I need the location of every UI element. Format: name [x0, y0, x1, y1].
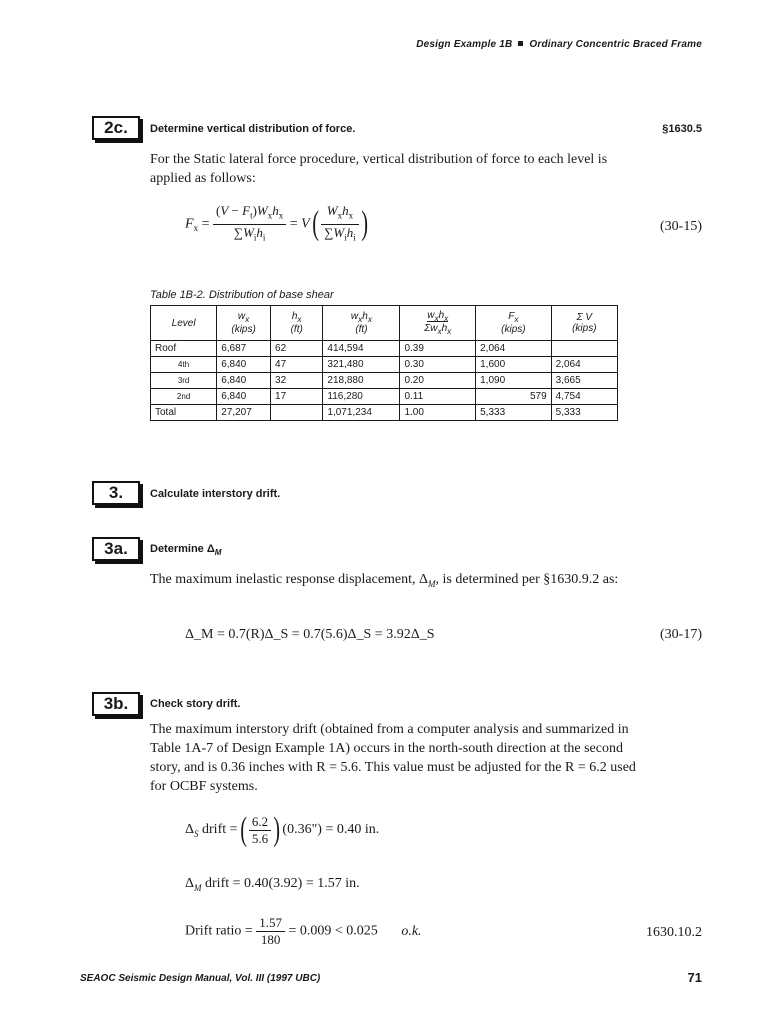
- drift-ratio-result: = 0.009 < 0.025: [288, 923, 378, 939]
- cell-wx: 6,687: [217, 341, 271, 357]
- cell-ratio: 1.00: [400, 405, 476, 421]
- cell-fx: 1,600: [476, 357, 552, 373]
- table-header-row: [151, 306, 618, 341]
- cell-fx: 1,090: [476, 373, 552, 389]
- paragraph-3a-before: The maximum inelastic response displacement, Δ: [150, 572, 429, 587]
- cell-sumv: 3,665: [551, 373, 617, 389]
- col-level: Level: [151, 306, 217, 341]
- cell-level: 4th: [151, 357, 217, 373]
- equation-number-30-17: (30-17): [660, 627, 702, 642]
- running-header: [0, 39, 702, 50]
- step-title-3a: [150, 543, 221, 557]
- paragraph-3a-after: , is determined per §1630.9.2 as:: [435, 572, 619, 587]
- cell-sumv: 2,064: [551, 357, 617, 373]
- equation-delta-m-drift: $\Delta_M$ drift = 0.40(3.92) = 1.57 in.: [185, 876, 360, 893]
- fraction-denominator: 5.6: [251, 830, 269, 846]
- equation-text: drift = 0.40(3.92) = 1.57 in.: [205, 876, 360, 891]
- cell-wxhx: 414,594: [323, 341, 400, 357]
- col-hx: $h_x$ (ft): [271, 306, 323, 341]
- cell-sumv: [551, 341, 617, 357]
- equation-rest: (0.36") = 0.40 in.: [282, 822, 380, 838]
- cell-wx: 6,840: [217, 373, 271, 389]
- cell-level: Total: [151, 405, 217, 421]
- cell-sumv: 4,754: [551, 389, 617, 405]
- cell-fx: 2,064: [476, 341, 552, 357]
- cell-wx: 6,840: [217, 357, 271, 373]
- cell-level: 3rd: [151, 373, 217, 389]
- cell-level: 2nd: [151, 389, 217, 405]
- cell-wxhx: 218,880: [323, 373, 400, 389]
- cell-wx: 27,207: [217, 405, 271, 421]
- footer-title: SEAOC Seismic Design Manual, Vol. III (1997 UBC): [80, 973, 321, 984]
- header-example: Design Example 1B: [416, 39, 513, 50]
- cell-sumv: 5,333: [551, 405, 617, 421]
- code-reference-3b: 1630.10.2: [646, 925, 702, 940]
- code-reference-2c: §1630.5: [662, 123, 702, 135]
- drift-ratio-label: Drift ratio =: [185, 923, 253, 939]
- cell-fx: 5,333: [476, 405, 552, 421]
- equation-delta-s-drift: $\Delta_S$ drift =( $\frac{6.2}{5.6}$ ) (0.36") = 0.40 in.: [185, 811, 380, 848]
- step-number-3b: 3b.: [92, 692, 140, 716]
- step-title-3a-text: Determine Δ: [150, 543, 215, 555]
- col-wxhx: $w_xh_x$ (ft): [323, 306, 400, 341]
- table-row: [151, 389, 618, 405]
- equation-fraction: $\frac{(V - F_t)W_xh_x}{\sum W_ih_i}$: [213, 203, 286, 245]
- equation-number-30-15: (30-15): [660, 219, 702, 234]
- cell-hx: 32: [271, 373, 323, 389]
- fraction-numerator: 6.2: [249, 814, 271, 831]
- cell-hx: 17: [271, 389, 323, 405]
- col-fx: $F_x$ (kips): [476, 306, 552, 341]
- equation-30-17: Δ_M = 0.7(R)Δ_S = 0.7(5.6)Δ_S = 3.92Δ_S: [185, 627, 435, 642]
- cell-hx: 47: [271, 357, 323, 373]
- col-ratio: $w_xh_x$ $\Sigma w_xh_x$: [400, 306, 476, 341]
- paragraph-3a: [150, 570, 620, 594]
- table-caption: Table 1B-2. Distribution of base shear: [150, 289, 334, 301]
- col-wx: $w_x$ (kips): [217, 306, 271, 341]
- table-row: [151, 373, 618, 389]
- cell-ratio: 0.20: [400, 373, 476, 389]
- cell-hx: 62: [271, 341, 323, 357]
- paragraph-3b: The maximum interstory drift (obtained from a computer analysis and summarized in Table 1A-7 of Design Example 1A) occurs in the north-south direction at the second story, and is 0.36 inches with R = 5.6. This value must be adjusted for the R = 6.2 used for OCBF systems.: [150, 722, 636, 794]
- cell-ratio: 0.11: [400, 389, 476, 405]
- distribution-table: [150, 305, 618, 421]
- cell-hx: [271, 405, 323, 421]
- step-title-3a-sub: M: [214, 548, 222, 558]
- cell-wxhx: 321,480: [323, 357, 400, 373]
- step-number-3: 3.: [92, 481, 140, 505]
- paragraph-2c: For the Static lateral force procedure, vertical distribution of force to each level is applied as follows:: [150, 152, 608, 186]
- ok-label: o.k.: [401, 923, 422, 939]
- table-row: [151, 341, 618, 357]
- cell-ratio: 0.39: [400, 341, 476, 357]
- step-title-2c: Determine vertical distribution of force.: [150, 123, 356, 135]
- paragraph-3a-sub: M: [428, 578, 436, 589]
- bullet-square-icon: [518, 41, 523, 46]
- cell-level: Roof: [151, 341, 217, 357]
- step-number-2c: 2c.: [92, 116, 140, 140]
- equation-drift-ratio: [185, 915, 422, 948]
- drift-ratio-fraction: [256, 915, 285, 948]
- cell-wx: 6,840: [217, 389, 271, 405]
- step-number-3a: 3a.: [92, 537, 140, 561]
- table-row: [151, 357, 618, 373]
- adjustment-fraction: [249, 814, 271, 847]
- col-sumv: Σ V (kips): [551, 306, 617, 341]
- step-title-3: Calculate interstory drift.: [150, 488, 281, 500]
- cell-wxhx: 116,280: [323, 389, 400, 405]
- fraction-numerator: 1.57: [256, 915, 285, 932]
- page-number: 71: [687, 970, 702, 985]
- fraction-denominator: 180: [260, 932, 281, 947]
- equation-30-15: $F_x$ = $\frac{(V - F_t)W_xh_x}{\sum W_ih_i}$ = V( $\frac{W_xh_x}{\sum W_ih_i}$ ): [185, 203, 370, 245]
- cell-fx: 579: [476, 389, 552, 405]
- cell-wxhx: 1,071,234: [323, 405, 400, 421]
- step-title-3b: Check story drift.: [150, 698, 241, 710]
- cell-ratio: 0.30: [400, 357, 476, 373]
- table-row: [151, 405, 618, 421]
- header-topic: Ordinary Concentric Braced Frame: [529, 39, 702, 50]
